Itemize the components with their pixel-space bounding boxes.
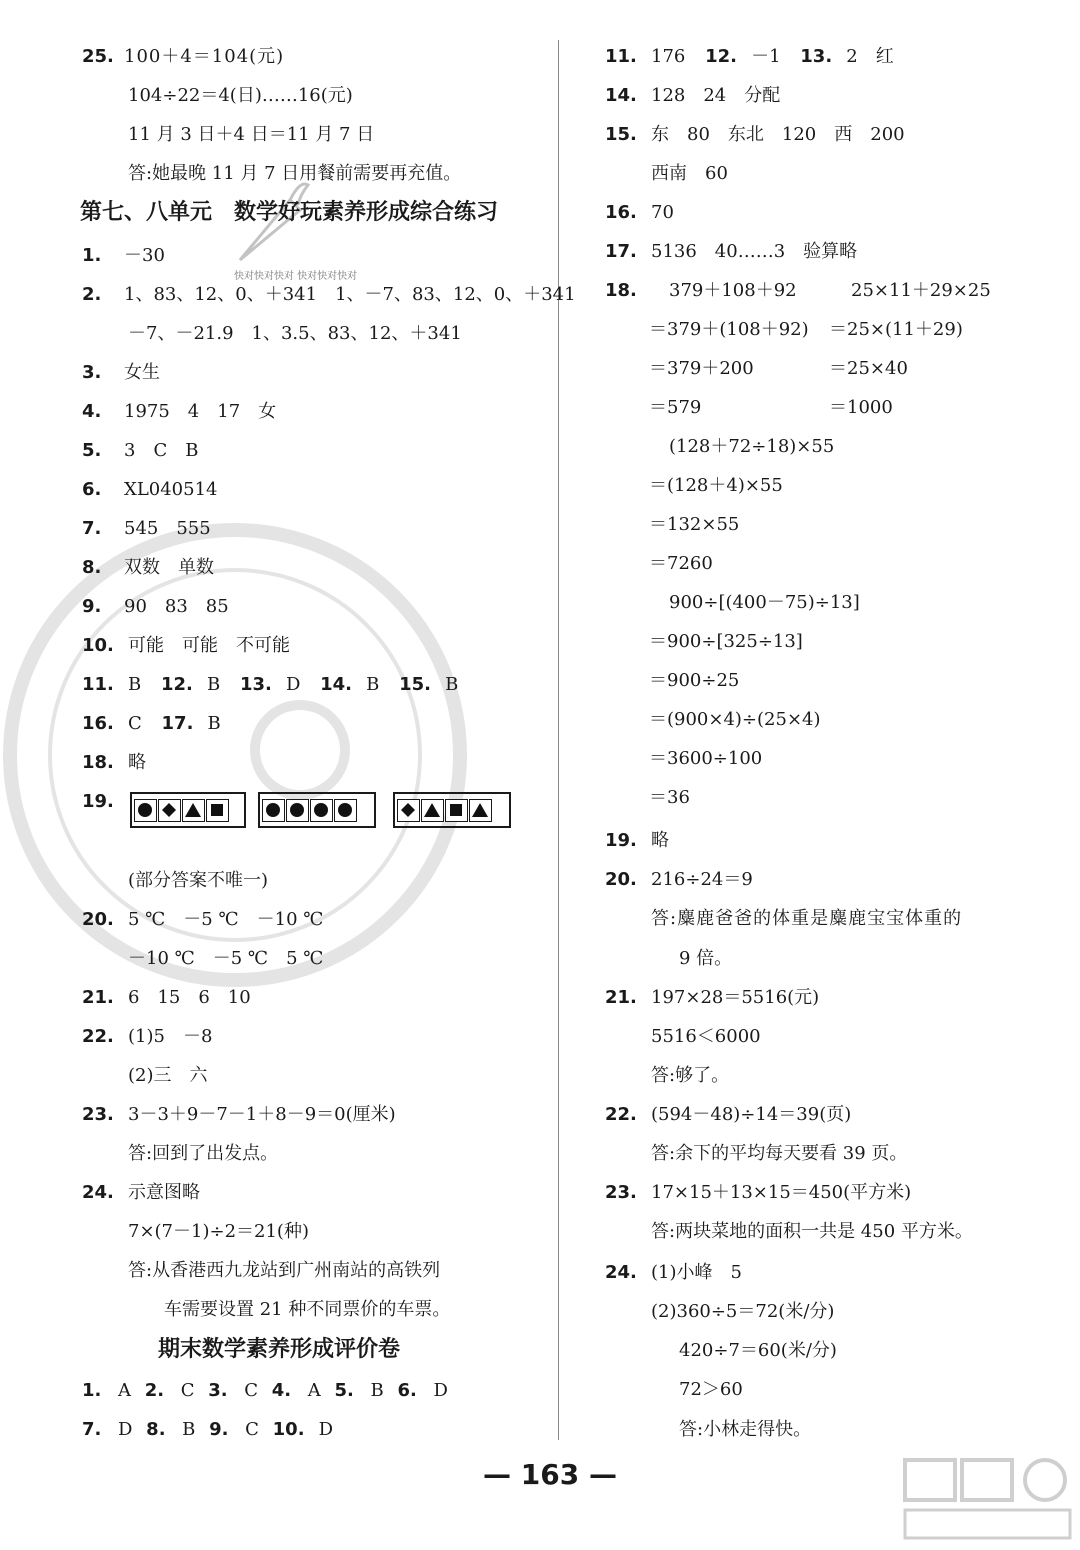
answers-11-15 [82,674,458,696]
answer-text: B [370,1380,384,1401]
answer-text: 100＋4＝104(元) [124,46,285,67]
question-number: 3. [82,362,102,383]
triangle-icon [182,799,205,822]
answer-3 [82,362,160,384]
answer-10 [82,635,290,657]
question-number: 15. [399,674,431,695]
answer-text: 略 [651,830,669,851]
answer-text: B [366,674,380,695]
question-number: 13. [800,46,833,67]
answer-22 [82,1026,212,1048]
answer-text: 双数 单数 [124,557,214,578]
question-number: 14. [605,85,637,106]
question-number: 12. [705,46,737,67]
question-number: 9. [209,1419,229,1440]
answer-text: 197×28＝5516(元) [651,987,820,1008]
answer-text: C [180,1380,195,1401]
question-number: 24. [82,1182,114,1203]
answer-20 [82,909,323,931]
question-number: 25. [82,46,114,67]
shape-sequence-1 [130,792,246,828]
answer-text: A [307,1380,321,1401]
answer-25-line4: 答:她最晚 11 月 7 日用餐前需要再充值。 [128,163,462,184]
question-number: 11. [82,674,114,695]
calc-18-d-line2: ＝900÷[325÷13] [649,631,803,652]
answer-5 [82,440,198,462]
question-number: 14. [320,674,352,695]
square-icon [206,799,229,822]
calc-18-c-line4: ＝7260 [649,553,713,574]
answer-14 [605,85,780,107]
answer-7 [82,518,211,540]
question-number: 5. [82,440,102,461]
circle-icon [334,799,357,822]
answer-text: 女生 [124,362,160,383]
calc-18-d-line5: ＝3600÷100 [649,748,763,769]
answer-text: 3 C B [124,440,199,461]
question-number: 8. [146,1419,166,1440]
question-number: 21. [605,987,637,1008]
answer-text: 17×15＋13×15＝450(平方米) [651,1182,912,1203]
answer-text: －30 [124,245,165,266]
answer-text: XL040514 [124,479,218,500]
answer-text: 70 [651,202,674,223]
answer-text: 1、83、12、0、＋341 1、－7、83、12、0、＋341 [124,284,576,305]
diamond-icon [397,799,420,822]
answer-9 [82,596,229,618]
answer-16 [605,202,674,224]
question-number: 7. [82,1419,102,1440]
answer-25-line3: 11 月 3 日＋4 日＝11 月 7 日 [128,124,375,145]
answer-18 [605,280,651,302]
answer-2 [82,284,576,306]
answer-text: 示意图略 [128,1182,200,1203]
question-number: 8. [82,557,102,578]
question-number: 5. [334,1380,354,1401]
calc-18-d-line3: ＝900÷25 [649,670,740,691]
question-number: 6. [397,1380,417,1401]
answer-19 [605,830,669,852]
answer-text: B [207,713,221,734]
answer-text: D [433,1380,448,1401]
answer-21-line3: 答:够了。 [651,1065,730,1086]
question-number: 4. [271,1380,292,1401]
answer-text: 1975 4 17 女 [124,401,277,422]
circle-icon [134,799,157,822]
answer-4 [82,401,276,423]
calc-18-b-line3: ＝25×40 [829,358,908,379]
answer-24-line3: 答:从香港西九龙站到广州南站的高铁列 [128,1260,441,1281]
answer-15 [605,124,905,146]
answer-19-note: (部分答案不唯一) [128,870,269,891]
question-number: 18. [605,280,637,301]
section-heading-units-7-8: 第七、八单元 数学好玩素养形成综合练习 [80,200,499,225]
question-number: 15. [605,124,637,145]
triangle-icon [421,799,444,822]
answer-text: B [445,674,459,695]
square-icon [445,799,468,822]
answers-11-13 [605,46,894,68]
answer-text: D [318,1419,334,1440]
question-number: 19. [605,830,637,851]
calc-18-c-line1: (128＋72÷18)×55 [669,436,835,457]
answer-1 [82,245,165,267]
answer-text: C [128,713,142,734]
question-number: 24. [605,1262,637,1283]
question-number: 2. [82,284,102,305]
page-number: — 163 — [483,1458,617,1491]
answer-24 [82,1182,200,1204]
shape-sequence-3 [393,792,511,828]
answer-text: (594－48)÷14＝39(页) [651,1104,852,1125]
answer-text: (1)小峰 5 [651,1262,742,1283]
question-number: 7. [82,518,102,539]
answer-text: D [285,674,301,695]
circle-icon [262,799,285,822]
answer-8 [82,557,214,579]
answer-24-line2: 7×(7－1)÷2＝21(种) [128,1221,309,1242]
question-number: 3. [208,1380,228,1401]
answer-20-line2: 答:麋鹿爸爸的体重是麋鹿宝宝体重的 [651,908,963,929]
answer-19 [82,791,128,813]
answer-18 [82,752,146,774]
calc-18-c-line2: ＝(128＋4)×55 [649,475,783,496]
answer-24-line5: 答:小林走得快。 [679,1419,812,1440]
answer-text: 90 83 85 [124,596,229,617]
answer-text: 3－3＋9－7－1＋8－9＝0(厘米) [128,1104,396,1125]
answer-24-line3: 420÷7＝60(米/分) [679,1340,837,1361]
answer-25-line2: 104÷22＝4(日)……16(元) [128,85,353,106]
calc-18-b-line2: ＝25×(11＋29) [829,319,963,340]
watermark-text: 快对快对快对 快对快对快对 [234,271,358,282]
answer-text: (1)5 －8 [128,1026,213,1047]
answer-text: －1 [751,46,781,67]
answer-24-line4: 72＞60 [679,1379,743,1400]
answer-20 [605,869,753,891]
answer-21 [605,987,819,1009]
calc-18-a-line1: 379＋108＋92 [669,280,797,301]
corner-logo-icon [900,1455,1075,1545]
answer-23 [82,1104,396,1126]
answer-25 [82,46,284,68]
calc-18-b-line4: ＝1000 [829,397,893,418]
answer-text: 5136 40……3 验算略 [651,241,858,262]
answer-21-line2: 5516＜6000 [651,1026,761,1047]
question-number: 9. [82,596,102,617]
question-number: 19. [82,791,114,812]
question-number: 23. [82,1104,114,1125]
answer-21 [82,987,251,1009]
question-number: 6. [82,479,102,500]
answer-text: B [182,1419,196,1440]
question-number: 11. [605,46,637,67]
column-divider [558,40,559,1440]
answer-15-line2: 西南 60 [651,163,728,184]
answer-23-line2: 答:回到了出发点。 [128,1143,279,1164]
answer-text: 216÷24＝9 [651,869,753,890]
shape-sequence-2 [258,792,376,828]
answer-23-line2: 答:两块菜地的面积一共是 450 平方米。 [651,1221,973,1242]
answer-text: 5 ℃ －5 ℃ －10 ℃ [128,909,324,930]
answer-22 [605,1104,851,1126]
answer-text: 176 [651,46,686,67]
answer-text: B [128,674,142,695]
calc-18-d-line1: 900÷[(400－75)÷13] [669,592,860,613]
question-number: 16. [605,202,637,223]
question-number: 16. [82,713,114,734]
question-number: 10. [82,635,114,656]
answer-text: C [245,1419,259,1440]
question-number: 17. [161,713,194,734]
circle-icon [310,799,333,822]
calc-18-a-line3: ＝379＋200 [649,358,754,379]
answer-24 [605,1262,742,1284]
question-number: 22. [605,1104,637,1125]
answer-text: 2 红 [846,46,894,67]
answer-22-line2: 答:余下的平均每天要看 39 页。 [651,1143,908,1164]
question-number: 21. [82,987,114,1008]
answer-text: 略 [128,752,146,773]
answer-22-line2: (2)三 六 [128,1065,208,1086]
question-number: 12. [160,674,193,695]
question-number: 23. [605,1182,637,1203]
answer-text: 545 555 [124,518,211,539]
final-answers-row-1 [82,1380,448,1402]
question-number: 1. [82,1380,102,1401]
calc-18-c-line3: ＝132×55 [649,514,740,535]
diamond-icon [158,799,181,822]
question-number: 2. [144,1380,165,1401]
answers-16-17 [82,713,221,735]
answer-text: 东 80 东北 120 西 200 [651,124,905,145]
question-number: 1. [82,245,102,266]
circle-icon [286,799,309,822]
answer-20-line2: －10 ℃ －5 ℃ 5 ℃ [128,948,324,969]
question-number: 18. [82,752,114,773]
answer-text: B [206,674,221,695]
answer-23 [605,1182,911,1204]
answer-text: C [244,1380,259,1401]
calc-18-d-line4: ＝(900×4)÷(25×4) [649,709,821,730]
question-number: 17. [605,241,637,262]
question-number: 13. [239,674,272,695]
answer-text: 6 15 6 10 [128,987,251,1008]
question-number: 10. [272,1419,305,1440]
answer-text: D [118,1419,133,1440]
triangle-icon [469,799,492,822]
question-number: 20. [82,909,114,930]
answer-6 [82,479,217,501]
question-number: 22. [82,1026,114,1047]
answer-17 [605,241,857,263]
calc-18-d-line6: ＝36 [649,787,690,808]
question-number: 4. [82,401,102,422]
answer-24-line2: (2)360÷5＝72(米/分) [651,1301,835,1322]
answer-text: 可能 可能 不可能 [128,635,290,656]
question-number: 20. [605,869,637,890]
calc-18-a-line4: ＝579 [649,397,702,418]
answer-20-line3: 9 倍。 [679,948,733,969]
answer-2-line2: －7、－21.9 1、3.5、83、12、＋341 [128,323,462,344]
section-heading-final-exam: 期末数学素养形成评价卷 [158,1337,401,1362]
answer-text: 128 24 分配 [651,85,781,106]
calc-18-a-line2: ＝379＋(108＋92) [649,319,809,340]
calc-18-b-line1: 25×11＋29×25 [851,280,991,301]
answer-text: A [118,1380,131,1401]
answer-24-line4: 车需要设置 21 种不同票价的车票。 [164,1299,451,1320]
final-answers-row-2 [82,1419,333,1441]
